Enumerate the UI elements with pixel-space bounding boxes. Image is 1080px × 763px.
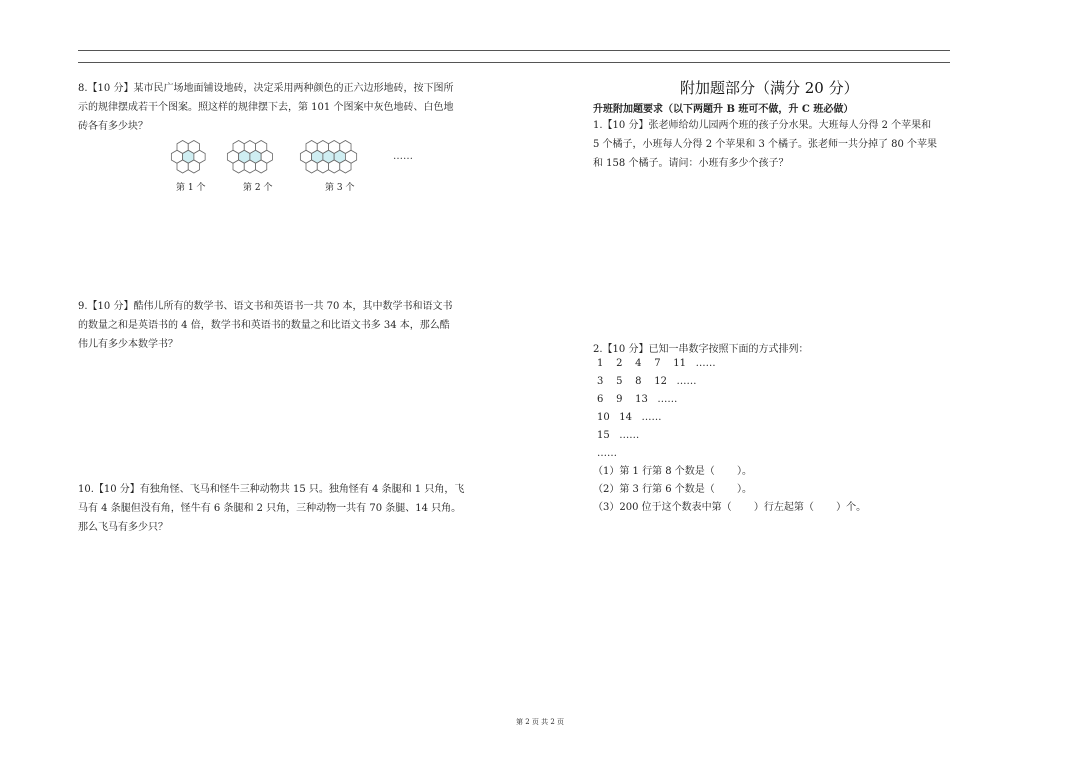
white-hex-tile bbox=[306, 160, 317, 173]
bonus-question-1 bbox=[593, 116, 937, 173]
number-row: 3 5 8 12 …… bbox=[597, 376, 697, 387]
question-8 bbox=[78, 79, 453, 136]
pattern-3 bbox=[300, 141, 356, 174]
bonus-question-2-parts bbox=[593, 463, 866, 517]
white-hex-tile bbox=[329, 160, 340, 173]
page-footer: 第 2 页 共 2 页 bbox=[515, 718, 565, 726]
question-10 bbox=[78, 480, 464, 537]
number-row: 1 2 4 7 11 …… bbox=[597, 358, 716, 369]
number-row: …… bbox=[597, 448, 617, 459]
white-hex-tile bbox=[244, 160, 255, 173]
pattern-ellipsis: …… bbox=[393, 151, 413, 162]
bonus-question-2-intro: 2.【10 分】已知一串数字按照下面的方式排列： bbox=[593, 344, 809, 355]
white-hex-tile bbox=[340, 160, 351, 173]
question-9 bbox=[78, 297, 453, 354]
number-row: 6 9 13 …… bbox=[597, 394, 678, 405]
pattern-1 bbox=[171, 141, 205, 174]
pattern-label-2: 第 2 个 bbox=[243, 183, 273, 193]
b2-subquestion-2: （2）第 3 行第 6 个数是（ ）。 bbox=[593, 484, 753, 495]
b1-line: 5 个橘子，小班每人分得 2 个苹果和 3 个橘子。张老师一共分掉了 80 个苹果 bbox=[593, 139, 938, 150]
b2-subquestion-3: （3）200 位于这个数表中第（ ）行左起第（ ）个。 bbox=[593, 502, 867, 513]
white-hex-tile bbox=[233, 160, 244, 173]
b1-line: 1.【10 分】张老师给幼儿园两个班的孩子分水果。大班每人分得 2 个苹果和 bbox=[593, 120, 932, 131]
q9-line: 伟儿有多少本数学书？ bbox=[78, 339, 178, 350]
number-row: 10 14 …… bbox=[597, 412, 662, 423]
pattern-2 bbox=[227, 141, 272, 174]
pattern-label-3: 第 3 个 bbox=[325, 183, 355, 193]
white-hex-tile bbox=[188, 160, 199, 173]
b2-subquestion-1: （1）第 1 行第 8 个数是（ ）。 bbox=[593, 466, 753, 477]
header-rule-top bbox=[78, 50, 950, 51]
number-row: 15 …… bbox=[597, 430, 640, 441]
bonus-requirement: 升班附加题要求（以下两题升 B 班可不做，升 C 班必做） bbox=[593, 104, 854, 115]
q9-line: 9.【10 分】酷伟儿所有的数学书、语文书和英语书一共 70 本，其中数学书和语文书 bbox=[78, 301, 453, 312]
q10-line: 那么飞马有多少只？ bbox=[78, 522, 168, 533]
q9-line: 的数量之和是英语书的 4 倍，数学书和英语书的数量之和比语文书多 34 本，那么酷 bbox=[78, 320, 450, 331]
b1-line: 和 158 个橘子。请问：小班有多少个孩子？ bbox=[593, 158, 789, 169]
bonus-title: 附加题部分（满分 20 分） bbox=[680, 79, 859, 97]
q8-line: 8.【10 分】某市民广场地面铺设地砖，决定采用两种颜色的正六边形地砖，按下图所 bbox=[78, 83, 454, 94]
pattern-label-1: 第 1 个 bbox=[176, 183, 206, 193]
header-rule-bottom bbox=[78, 62, 950, 63]
white-hex-tile bbox=[317, 160, 328, 173]
q10-line: 马有 4 条腿但没有角，怪牛有 6 条腿和 2 只角，三种动物一共有 70 条腿、14 只角。 bbox=[78, 503, 462, 514]
q8-line: 示的规律摆成若干个图案。照这样的规律摆下去，第 101 个图案中灰色地砖、白色地 bbox=[78, 102, 454, 113]
hexagon-pattern-figure bbox=[165, 135, 425, 195]
white-hex-tile bbox=[177, 160, 188, 173]
q10-line: 10.【10 分】有独角怪、飞马和怪牛三种动物共 15 只。独角怪有 4 条腿和 1 只角，飞 bbox=[78, 484, 465, 495]
number-triangle bbox=[597, 355, 716, 463]
q8-line: 砖各有多少块？ bbox=[78, 121, 148, 132]
white-hex-tile bbox=[256, 160, 267, 173]
